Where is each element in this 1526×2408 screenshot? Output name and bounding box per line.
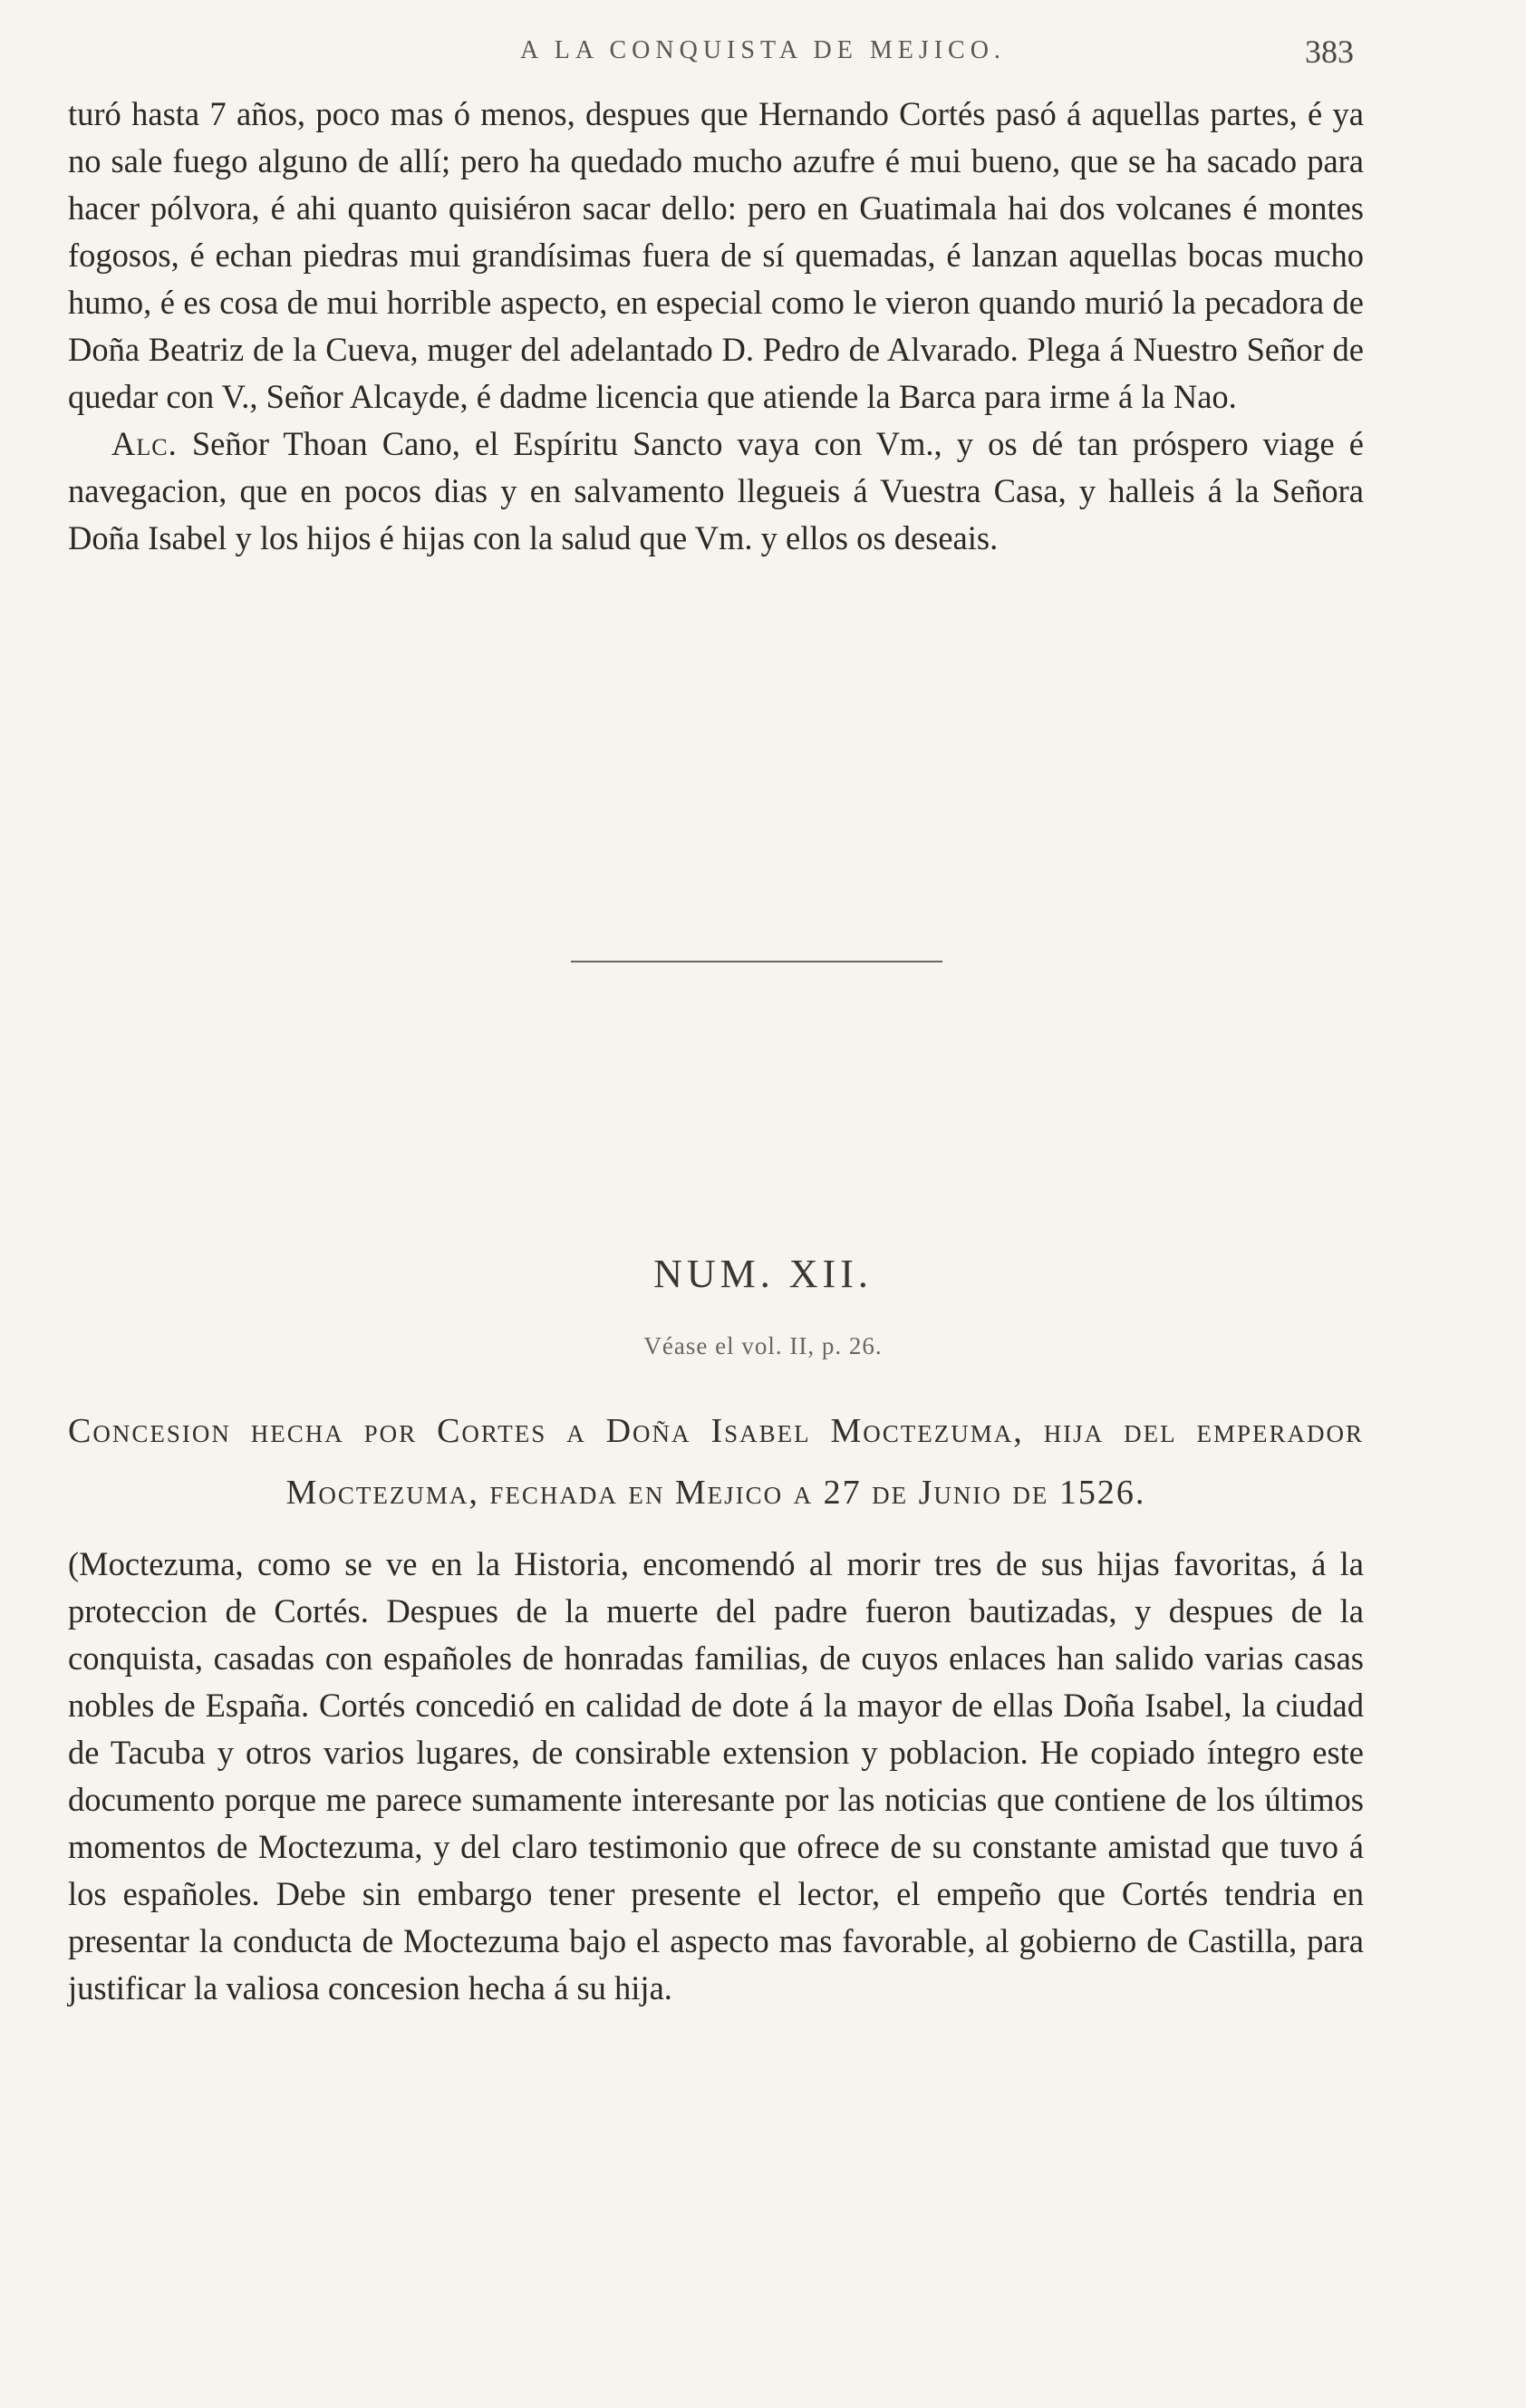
- continued-text: [68, 91, 1364, 562]
- intro-paragraph: (Moctezuma, como se ve en la Historia, encomendó al morir tres de sus hijas favoritas, á la proteccion de Cortés. Despues de la muerte del padre fueron bautizadas, y despues de la conquista, casadas con españoles de honradas familias, de cuyos enlaces han salido varias casas nobles de España. Cortés concedió en calidad de dote á la mayor de ellas Doña Isabel, la ciudad de Tacuba y otros varios lugares, de consirable extension y poblacion. He copiado íntegro este documento porque me parece sumamente interesante por las noticias que contiene de los últimos momentos de Moctezuma, y del claro testimonio que ofrece de su constante amistad que tuvo á los españoles. Debe sin embargo tener presente el lector, el empeño que Cortés tendria en presentar la conducta de Moctezuma bajo el aspecto mas favorable, al gobierno de Castilla, para justificar la valiosa concesion hecha á su hija.: [68, 1545, 1364, 2007]
- paragraph-continued: turó hasta 7 años, poco mas ó menos, despues que Hernando Cortés pasó á aquellas partes, é ya no sale fuego alguno de allí; pero ha quedado mucho azufre é mui bueno, que se ha sacado para hacer pólvora, é ahi quanto quisiéron sacar dello: pero en Guatimala hai dos volcanes é montes fogosos, é echan piedras mui grandísimas fuera de sí quemadas, é lanzan aquellas bocas mucho humo, é es cosa de mui horrible aspecto, en especial como le vieron quando murió la pecadora de Doña Beatriz de la Cueva, muger del adelantado D. Pedro de Alvarado. Plega á Nuestro Señor de quedar con V., Señor Alcayde, é dadme licencia que atiende la Barca para irme á la Nao.: [68, 95, 1364, 415]
- running-title: A LA CONQUISTA DE MEJICO.: [520, 36, 1006, 64]
- section-divider: [571, 961, 942, 962]
- paragraph-alcayde-text: Señor Thoan Cano, el Espíritu Sancto vaya con Vm., y os dé tan próspero viage é navegacion, que en pocos dias y en salvamento llegueis á Vuestra Casa, y halleis á la Señora Doña Isabel y los hijos é hijas con la salud que Vm. y ellos os deseais.: [68, 425, 1364, 556]
- running-head: [0, 36, 1526, 91]
- speaker-label: Alc.: [111, 425, 178, 462]
- page-number: 383: [1305, 34, 1354, 70]
- paragraph-alcayde: [68, 421, 1364, 562]
- cross-reference: Véase el vol. II, p. 26.: [643, 1332, 883, 1359]
- section-number-heading: NUM. XII.: [653, 1252, 873, 1296]
- document-title: Concesion hecha por Cortes a Doña Isabel Moctezuma, hija del emperador Moctezuma, fechada en Mejico a 27 de Junio de 1526.: [68, 1412, 1364, 1512]
- intro-text: [68, 1541, 1364, 2012]
